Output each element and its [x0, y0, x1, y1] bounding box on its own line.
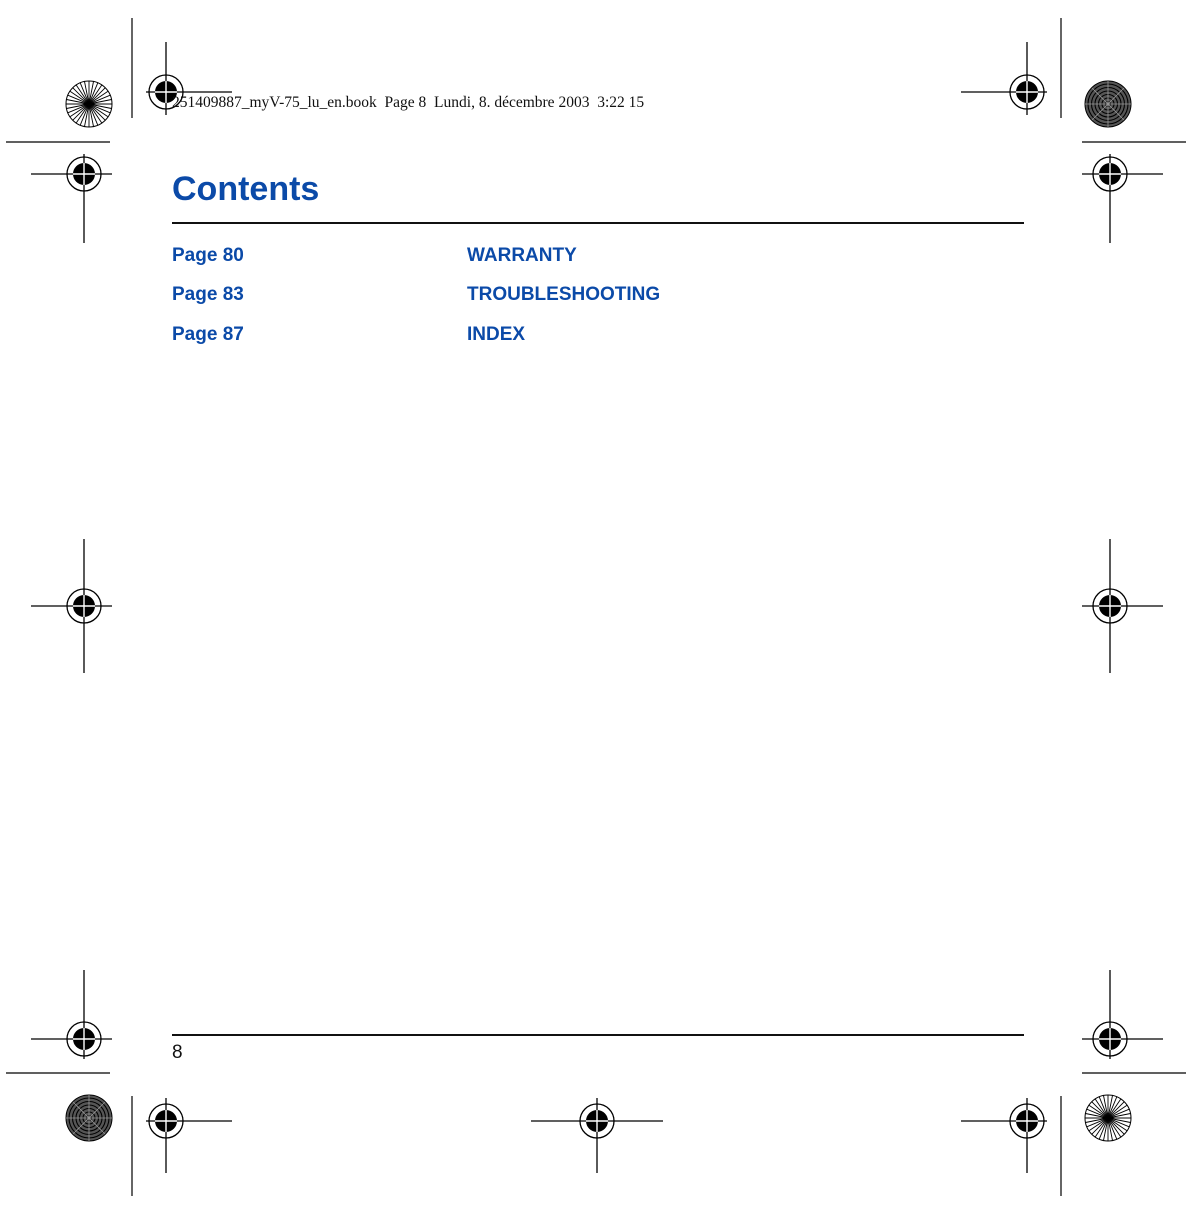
- toc-section-title: TROUBLESHOOTING: [467, 284, 661, 306]
- toc-section-title: INDEX: [467, 323, 526, 345]
- title-rule: [172, 222, 1024, 224]
- page-number: 8: [172, 1042, 183, 1063]
- registration-mark-icon: [1082, 154, 1163, 243]
- page-title: Contents: [172, 170, 320, 208]
- registration-mark-icon: [531, 1098, 663, 1173]
- registration-mark-icon: [961, 1098, 1047, 1173]
- registration-mark-icon: [1082, 970, 1163, 1059]
- toc-section-title: WARRANTY: [467, 244, 577, 266]
- color-bar-icon: [66, 81, 112, 127]
- color-bar-icon: [1085, 1095, 1131, 1141]
- registration-mark-icon: [146, 1098, 232, 1173]
- registration-mark-icon: [31, 970, 112, 1059]
- color-bar-icon: [1085, 81, 1131, 127]
- toc-entry[interactable]: [172, 315, 1024, 355]
- toc-page-ref: Page 83: [172, 284, 244, 306]
- registration-mark-icon: [1082, 539, 1163, 673]
- registration-mark-icon: [31, 154, 112, 243]
- toc-page-ref: Page 80: [172, 244, 244, 266]
- registration-mark-icon: [31, 539, 112, 673]
- registration-mark-icon: [961, 42, 1047, 115]
- file-slug: 251409887_myV-75_lu_en.book Page 8 Lundi, 8. décembre 2003 3:22 15: [172, 94, 645, 111]
- toc-entry[interactable]: [172, 236, 1024, 276]
- color-bar-icon: [66, 1095, 112, 1141]
- toc-entry[interactable]: [172, 276, 1024, 316]
- table-of-contents: [172, 236, 1024, 355]
- toc-page-ref: Page 87: [172, 323, 244, 345]
- footer-rule: [172, 1034, 1024, 1036]
